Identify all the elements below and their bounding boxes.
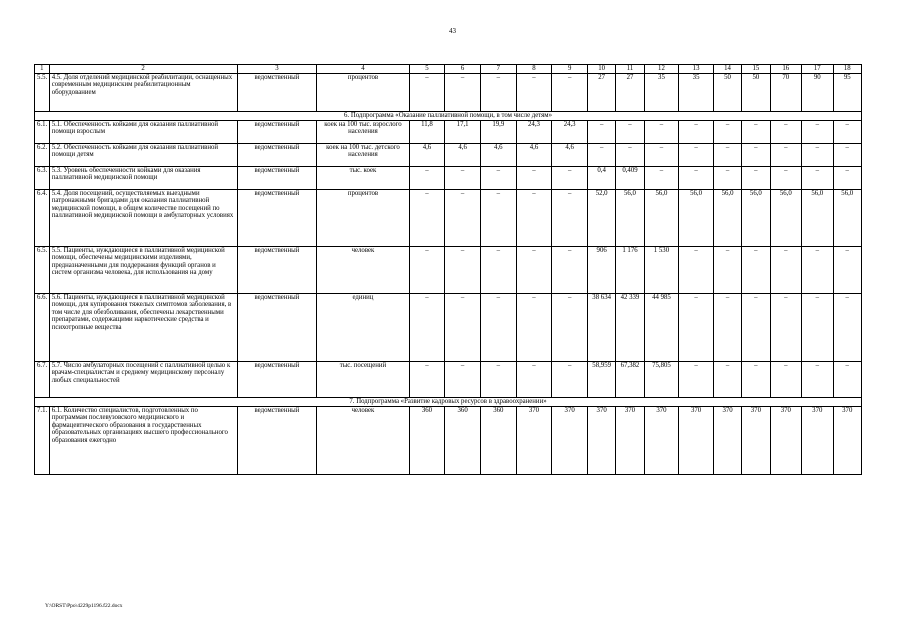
year-value: 4,6: [552, 144, 588, 167]
year-value: –: [409, 294, 445, 362]
year-value: –: [445, 74, 481, 112]
year-value: –: [480, 190, 516, 247]
year-value: –: [587, 144, 615, 167]
year-value: 4,6: [516, 144, 552, 167]
year-value: 75,805: [644, 362, 679, 398]
year-value: –: [679, 294, 714, 362]
year-value: –: [770, 121, 801, 144]
indicator-row: [35, 167, 862, 190]
year-value: –: [616, 144, 644, 167]
year-value: 4,6: [445, 144, 481, 167]
year-value: –: [713, 167, 741, 190]
column-number: 8: [516, 65, 552, 74]
column-number: 3: [237, 65, 317, 74]
data-source: ведомственный: [237, 362, 317, 398]
indicator-name: 5.5. Пациенты, нуждающиеся в паллиативной медицинской помощи, обеспечены медицинскими изделиями, предназначенными для поддержания функций органов и систем организма человека, для использования на дому: [49, 247, 237, 294]
year-value: –: [802, 167, 833, 190]
column-number: 12: [644, 65, 679, 74]
year-value: 360: [480, 407, 516, 475]
column-number: 6: [445, 65, 481, 74]
column-number: 1: [35, 65, 50, 74]
year-value: 50: [742, 74, 770, 112]
year-value: 370: [616, 407, 644, 475]
year-value: –: [713, 121, 741, 144]
year-value: –: [802, 294, 833, 362]
year-value: 58,959: [587, 362, 615, 398]
year-value: –: [409, 167, 445, 190]
year-value: –: [552, 190, 588, 247]
year-value: –: [802, 362, 833, 398]
year-value: –: [445, 247, 481, 294]
year-value: –: [802, 121, 833, 144]
year-value: –: [480, 74, 516, 112]
indicator-row: [35, 144, 862, 167]
year-value: –: [616, 121, 644, 144]
year-value: –: [742, 167, 770, 190]
measurement-unit: коек на 100 тыс. детского населения: [317, 144, 409, 167]
indicator-row: [35, 407, 862, 475]
year-value: 27: [616, 74, 644, 112]
year-value: –: [833, 144, 861, 167]
year-value: –: [445, 167, 481, 190]
year-value: –: [480, 294, 516, 362]
indicator-row: [35, 121, 862, 144]
year-value: 370: [833, 407, 861, 475]
year-value: 370: [713, 407, 741, 475]
subprogram-heading-row: [35, 398, 862, 407]
column-number: 4: [317, 65, 409, 74]
year-value: 1 530: [644, 247, 679, 294]
row-number: 6.3.: [35, 167, 50, 190]
year-value: –: [644, 167, 679, 190]
year-value: –: [742, 144, 770, 167]
year-value: 370: [552, 407, 588, 475]
year-value: –: [445, 294, 481, 362]
indicator-row: [35, 294, 862, 362]
file-path-footer: Y:\ORST\Ppo\4229p1196.f22.docx: [45, 603, 123, 609]
data-source: ведомственный: [237, 247, 317, 294]
measurement-unit: коек на 100 тыс. взрослого населения: [317, 121, 409, 144]
indicator-row: [35, 362, 862, 398]
year-value: 50: [713, 74, 741, 112]
year-value: –: [833, 121, 861, 144]
year-value: –: [713, 362, 741, 398]
year-value: 44 985: [644, 294, 679, 362]
year-value: 52,0: [587, 190, 615, 247]
year-value: 90: [802, 74, 833, 112]
year-value: 4,6: [409, 144, 445, 167]
year-value: –: [742, 362, 770, 398]
indicator-row: [35, 247, 862, 294]
column-number: 17: [802, 65, 833, 74]
year-value: –: [445, 190, 481, 247]
year-value: 95: [833, 74, 861, 112]
year-value: –: [552, 74, 588, 112]
row-number: 6.2.: [35, 144, 50, 167]
data-source: ведомственный: [237, 167, 317, 190]
column-number: 13: [679, 65, 714, 74]
year-value: –: [770, 167, 801, 190]
data-source: ведомственный: [237, 121, 317, 144]
column-number: 15: [742, 65, 770, 74]
indicator-name: 5.4. Доля посещений, осуществляемых выездными патронажными бригадами для оказания паллиативной медицинской помощи, в общем количестве посещений по паллиативной медицинской помощи в амбулаторных условиях: [49, 190, 237, 247]
measurement-unit: тыс. коек: [317, 167, 409, 190]
year-value: –: [552, 167, 588, 190]
year-value: 370: [742, 407, 770, 475]
indicator-name: 6.1. Количество специалистов, подготовленных по программам послевузовского медицинского и фармацевтического образования в государственных образовательных организациях высшего профессионального образования ежегодно: [49, 407, 237, 475]
indicator-name: 5.7. Число амбулаторных посещений с паллиативной целью к врачам-специалистам и среднему медицинскому персоналу любых специальностей: [49, 362, 237, 398]
year-value: –: [552, 294, 588, 362]
year-value: –: [409, 362, 445, 398]
data-source: ведомственный: [237, 294, 317, 362]
column-number: 18: [833, 65, 861, 74]
data-source: ведомственный: [237, 190, 317, 247]
year-value: 370: [516, 407, 552, 475]
year-value: –: [713, 247, 741, 294]
year-value: 370: [679, 407, 714, 475]
year-value: 24,3: [552, 121, 588, 144]
year-value: 56,0: [616, 190, 644, 247]
column-number: 9: [552, 65, 588, 74]
year-value: –: [480, 362, 516, 398]
year-value: –: [742, 247, 770, 294]
year-value: –: [742, 121, 770, 144]
year-value: –: [644, 144, 679, 167]
column-number: 16: [770, 65, 801, 74]
row-number: 6.4.: [35, 190, 50, 247]
year-value: –: [516, 167, 552, 190]
indicator-name: 5.6. Пациенты, нуждающиеся в паллиативной медицинской помощи, для купирования тяжелых симптомов заболевания, в том числе для обезболивания, обеспечены лекарственными препаратами, содержащими наркотические средства и психотропные вещества: [49, 294, 237, 362]
year-value: 11,8: [409, 121, 445, 144]
year-value: –: [516, 294, 552, 362]
year-value: 27: [587, 74, 615, 112]
year-value: –: [713, 294, 741, 362]
year-value: –: [445, 362, 481, 398]
year-value: –: [516, 190, 552, 247]
year-value: –: [409, 74, 445, 112]
year-value: 38 634: [587, 294, 615, 362]
year-value: 56,0: [679, 190, 714, 247]
subprogram-heading-row: [35, 112, 862, 121]
year-value: –: [552, 247, 588, 294]
year-value: 17,1: [445, 121, 481, 144]
measurement-unit: процентов: [317, 74, 409, 112]
column-number: 2: [49, 65, 237, 74]
column-number: 11: [616, 65, 644, 74]
measurement-unit: человек: [317, 407, 409, 475]
row-number: 6.6.: [35, 294, 50, 362]
indicator-name: 5.1. Обеспеченность койками для оказания паллиативной помощи взрослым: [49, 121, 237, 144]
year-value: –: [516, 362, 552, 398]
row-number: 5.5.: [35, 74, 50, 112]
year-value: –: [480, 167, 516, 190]
indicator-name: 4.5. Доля отделений медицинской реабилитации, оснащенных современным медицинским реабилитационным оборудованием: [49, 74, 237, 112]
year-value: –: [802, 247, 833, 294]
year-value: –: [409, 190, 445, 247]
row-number: 6.5.: [35, 247, 50, 294]
indicator-row: [35, 74, 862, 112]
year-value: –: [409, 247, 445, 294]
page-number: 43: [449, 27, 456, 35]
table-body: [35, 65, 862, 475]
indicator-name: 5.2. Обеспеченность койками для оказания паллиативной помощи детям: [49, 144, 237, 167]
year-value: –: [679, 167, 714, 190]
year-value: 24,3: [516, 121, 552, 144]
year-value: –: [552, 362, 588, 398]
year-value: –: [833, 294, 861, 362]
year-value: 906: [587, 247, 615, 294]
year-value: –: [802, 144, 833, 167]
column-number: 10: [587, 65, 615, 74]
year-value: –: [516, 247, 552, 294]
measurement-unit: единиц: [317, 294, 409, 362]
year-value: 56,0: [802, 190, 833, 247]
year-value: 0,409: [616, 167, 644, 190]
year-value: 67,382: [616, 362, 644, 398]
year-value: 0,4: [587, 167, 615, 190]
year-value: –: [679, 144, 714, 167]
year-value: 19,9: [480, 121, 516, 144]
year-value: –: [742, 294, 770, 362]
year-value: –: [587, 121, 615, 144]
measurement-unit: процентов: [317, 190, 409, 247]
year-value: 1 176: [616, 247, 644, 294]
year-value: –: [833, 167, 861, 190]
year-value: 35: [679, 74, 714, 112]
column-number: 5: [409, 65, 445, 74]
year-value: 70: [770, 74, 801, 112]
year-value: 56,0: [644, 190, 679, 247]
year-value: –: [833, 362, 861, 398]
year-value: –: [516, 74, 552, 112]
year-value: 4,6: [480, 144, 516, 167]
year-value: 370: [770, 407, 801, 475]
indicator-row: [35, 190, 862, 247]
year-value: –: [480, 247, 516, 294]
data-source: ведомственный: [237, 407, 317, 475]
year-value: 35: [644, 74, 679, 112]
column-number-header-row: [35, 65, 862, 74]
row-number: 6.1.: [35, 121, 50, 144]
year-value: 370: [587, 407, 615, 475]
year-value: 370: [644, 407, 679, 475]
indicator-name: 5.3. Уровень обеспеченности койками для оказания паллиативной медицинской помощи: [49, 167, 237, 190]
year-value: 360: [409, 407, 445, 475]
year-value: –: [713, 144, 741, 167]
column-number: 14: [713, 65, 741, 74]
year-value: 360: [445, 407, 481, 475]
row-number: 7.1.: [35, 407, 50, 475]
year-value: –: [770, 362, 801, 398]
year-value: 56,0: [713, 190, 741, 247]
year-value: –: [679, 121, 714, 144]
data-source: ведомственный: [237, 74, 317, 112]
subprogram-heading: 6. Подпрограмма «Оказание паллиативной помощи, в том числе детям»: [35, 112, 862, 121]
year-value: 56,0: [833, 190, 861, 247]
row-number: 6.7.: [35, 362, 50, 398]
column-number: 7: [480, 65, 516, 74]
measurement-unit: человек: [317, 247, 409, 294]
year-value: –: [770, 247, 801, 294]
subprogram-heading: 7. Подпрограмма «Развитие кадровых ресурсов в здравоохранении»: [35, 398, 862, 407]
measurement-unit: тыс. посещений: [317, 362, 409, 398]
year-value: 370: [802, 407, 833, 475]
year-value: –: [679, 247, 714, 294]
year-value: –: [833, 247, 861, 294]
year-value: –: [644, 121, 679, 144]
year-value: –: [770, 144, 801, 167]
year-value: 56,0: [742, 190, 770, 247]
indicators-table: [34, 64, 862, 475]
year-value: 56,0: [770, 190, 801, 247]
year-value: 42 339: [616, 294, 644, 362]
data-source: ведомственный: [237, 144, 317, 167]
year-value: –: [679, 362, 714, 398]
year-value: –: [770, 294, 801, 362]
